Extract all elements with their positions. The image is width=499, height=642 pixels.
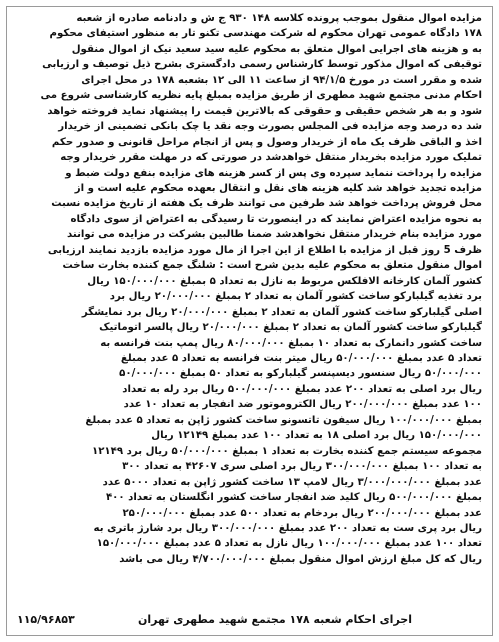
notice-line: مزایده را پرداخت ننماید سپرده وی پس از کسر هزینه های مزایده بنفع دولت ضبط و <box>65 167 482 179</box>
notice-line: احکام مدنی مجتمع شهید مطهری از طریق مزایده بمبلغ پایه نظریه کارشناسی شروع می <box>40 90 482 102</box>
notice-line: اصلی گیلبارکو ساخت کشور آلمان به تعداد ۲ بمبلغ ۲۰/۰۰۰/۰۰۰ ریال برد نمایشگر <box>81 306 482 318</box>
notice-line: بمبلغ ۱۰۰/۰۰۰/۰۰۰ ریال سیفون تاتسونو ساخت کشور ژاپن به تعداد ۵ عدد بمبلغ <box>85 414 482 426</box>
auction-notice <box>6 6 493 636</box>
notice-line: شده و مقرر است در مورخ ۹۴/۱/۵ از ساعت ۱۱ الی ۱۲ بشعبه ۱۷۸ در محل اجرای <box>81 74 482 86</box>
notice-body <box>17 11 482 567</box>
notice-line: ۵۰/۰۰۰/۰۰۰ ریال سنسور دیسپنسر گیلبارکو به تعداد ۵۰ بمبلغ ۵۰/۰۰۰/۰۰۰ <box>119 368 482 380</box>
notice-line: ظرف 5 روز قبل از مزایده با اطلاع از این اجرا از مال مورد مزایده بازدید نمایند ارزیابی <box>47 244 482 256</box>
notice-line: مزایده تجدید خواهد شد کلیه هزینه های نقل و انتقال بعهده محکوم علیه است و از <box>74 182 482 194</box>
notice-line: مزایده اموال منقول بموجب پرونده کلاسه ۱۴۸ ۹۳۰ ج ش و دادنامه صادره از شعبه <box>76 13 482 24</box>
notice-line: ریال که کل مبلغ ارزش اموال منقول بمبلغ ۴/۷۰۰/۰۰۰/۰۰۰ ریال می باشد <box>119 553 482 565</box>
notice-line: بمبلغ ۵۰۰/۰۰۰/۰۰۰ ریال کلید ضد انفجار ساخت کشور انگلستان به تعداد ۴۰۰ <box>105 492 482 504</box>
notice-line: گیلبارکو ساخت کشور آلمان به تعداد ۲ بمبلغ ۲۰/۰۰۰/۰۰۰ ریال پالسر اتوماتیک <box>99 322 482 334</box>
notice-line: مورد مزایده بنام خریدار منتقل نخواهدشد ضمنا طالبین بشرکت در مزایده می توانند <box>67 229 482 241</box>
notice-line: مجموعه سیستم جمع کننده بخارت به تعداد ۱ بمبلغ ۵۰/۰۰۰/۰۰۰ ریال برد ۱۲۱۴۹ <box>92 445 482 457</box>
notice-line: اخذ و الباقی ظرف یک ماه از خریدار وصول و پس از انجام مراحل قانونی و صدور حکم <box>51 136 482 148</box>
notice-line: ریال برد اصلی به تعداد ۲۰۰ عدد بمبلغ ۵۰۰/۰۰۰/۰۰۰ ریال برد رله به تعداد <box>122 383 482 395</box>
notice-line: برد تغذیه گیلبارکو ساخت کشور آلمان به تعداد ۲ بمبلغ ۲۰/۰۰۰/۰۰۰ ریال برد <box>109 291 482 303</box>
notice-line: عدد بمبلغ ۲۰۰/۰۰۰/۰۰۰ ریال بردخام به تعداد ۵۰۰ عدد بمبلغ ۲۵۰/۰۰۰/۰۰۰ <box>122 507 482 519</box>
notice-line: شود و به هر شخص حقیقی و حقوقی که بالاترین قیمت را پیشنهاد نماید فروخته خواهد <box>47 105 482 117</box>
notice-line: به نحوه مزایده اعتراض نمایند که در اینصورت تا رسیدگی به اعتراض از سوی دادگاه <box>70 213 482 225</box>
notice-line: به تعداد ۱۰۰ بمبلغ ۳۰۰/۰۰۰/۰۰۰ ریال برد اصلی سری ۴۲۶۰۷ به تعداد ۳۰۰ <box>122 461 482 473</box>
issuing-office: اجرای احکام شعبه ۱۷۸ مجتمع شهید مطهری تهران <box>138 613 412 626</box>
notice-line: ۱۷۸ دادگاه عمومی تهران محکوم له شرکت مهندسی تکنو تار به منظور استیفای محکوم <box>49 28 482 40</box>
notice-line: ریال برد پری ست به تعداد ۲۰۰ عدد بمبلغ ۳۰۰/۰۰۰/۰۰۰ ریال برد شارژ باتری به <box>93 522 482 534</box>
notice-line: شد ده درصد وجه مزایده فی المجلس بصورت وجه نقد یا چک بانکی تضمینی از خریدار <box>58 121 482 133</box>
notice-line: تملیک مورد مزایده بخریدار منتقل خواهدشد در صورتی که در مهلت مقرر خریدار وجه <box>60 152 482 164</box>
notice-line: ۱۰۰ عدد بمبلغ ۲۰۰/۰۰۰/۰۰۰ ریال الکتروموتور ضد انفجار به تعداد ۱۰ عدد <box>123 399 482 411</box>
notice-line: اموال منقول متعلق به محکوم علیه بدین شرح است : شلنگ جمع کننده بخارت ساخت <box>62 260 482 272</box>
notice-line: کشور آلمان کارخانه الافلکس مربوط به نازل به تعداد ۵ بمبلغ ۱۵۰/۰۰۰/۰۰۰ ریال <box>87 275 482 287</box>
notice-line: به و هزینه های اجرایی اموال متعلق به محکوم علیه سید سعید نیک از اموال منقول <box>71 43 482 55</box>
notice-line: تعداد ۵ عدد بمبلغ ۵۰/۰۰۰/۰۰۰ ریال میتر بنت فرانسه به تعداد ۵ عدد بمبلغ <box>120 352 482 364</box>
notice-line: ۱۵۰/۰۰۰/۰۰۰ ریال برد اصلی ۱۸ به تعداد ۱۰۰ عدد بمبلغ ۱۲۱۴۹ ریال <box>151 430 482 442</box>
notice-line: ساخت کشور دانمارک به تعداد ۱۰ بمبلغ ۸۰/۰۰۰/۰۰۰ ریال پمپ بنت فرانسه به <box>100 337 482 349</box>
notice-footer <box>17 613 482 629</box>
notice-line: عدد بمبلغ ۳/۰۰۰/۰۰۰/۰۰۰ ریال لامپ ۱۳ ساخت کشور ژاپن به تعداد ۵۰۰۰ عدد <box>102 476 482 488</box>
notice-line: محل فروش پرداخت خواهد شد طرفین می توانند ظرف یک هفته از تاریخ مزایده نسبت <box>51 198 482 210</box>
reference-number: ۱۱۵/۹۶۸۵۳ <box>17 613 75 626</box>
notice-line: تعداد ۱۰۰ عدد بمبلغ ۱۰۰/۰۰۰/۰۰۰ ریال نازل به تعداد ۵ عدد بمبلغ ۱۵۰/۰۰۰/۰۰۰ <box>96 538 482 550</box>
notice-line: توقیفی که اموال مذکور توسط کارشناس رسمی دادگستری بشرح ذیل توصیف و ارزیابی <box>42 59 482 71</box>
